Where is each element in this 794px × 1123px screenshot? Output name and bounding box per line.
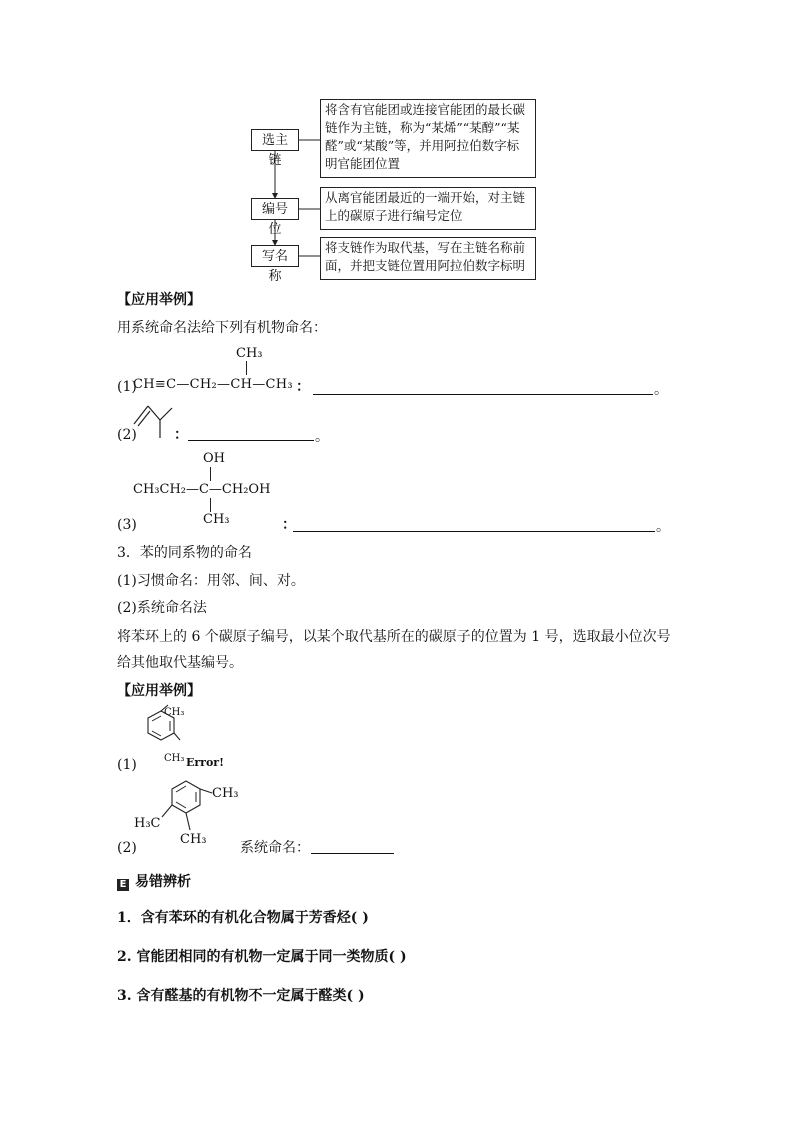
- example-1-number: (1): [117, 379, 137, 395]
- benzene-2-ch3-right: CH₃: [212, 786, 239, 801]
- example-3-number: (3): [117, 517, 137, 533]
- section-heading-example-2: 【应用举例】: [117, 683, 201, 699]
- example-1-colon: ：: [296, 379, 310, 395]
- benzene-1-number: (1): [117, 757, 137, 773]
- example-3-period: 。: [656, 519, 670, 535]
- flow-step-label: 编号位: [261, 202, 288, 237]
- benzene-1-ch3-bottom: CH₃: [164, 753, 185, 764]
- section-3-title: [117, 872, 191, 892]
- section-2-title: 3．苯的同系物的命名: [117, 545, 252, 561]
- benzene-2-ch3-bottom: CH₃: [180, 832, 207, 847]
- section-2-p3: 将苯环上的 6 个碳原子编号，以某个取代基所在的碳原子的位置为 1 号，选取最小位次号给其他取代基编号。: [117, 629, 671, 671]
- example-3-colon: ：: [282, 517, 296, 533]
- example-1-branch-bond: [246, 361, 247, 375]
- flow-desc-1: [320, 99, 536, 178]
- flow-step-label: 选主链: [261, 133, 288, 168]
- section-3-tag-icon: E: [117, 879, 129, 891]
- quiz-item-1: 1．含有苯环的有机化合物属于芳香烃( ): [117, 910, 369, 926]
- flow-desc-3: [320, 237, 536, 280]
- benzene-1-ch3-top: CH₃: [164, 707, 185, 718]
- example-3-main-chain: CH₃CH₂—C—CH₂OH: [133, 482, 271, 497]
- flow-desc-text: 从离官能团最近的一端开始，对主链上的碳原子进行编号定位: [325, 190, 526, 223]
- benzene-2-label: 系统命名：: [240, 840, 310, 856]
- example-3-answer-blank[interactable]: [293, 531, 655, 532]
- quiz-item-2: 2. 官能团相同的有机物一定属于同一类物质( ): [117, 949, 407, 965]
- benzene-2-answer-blank[interactable]: [311, 853, 394, 854]
- benzene-2-h3c-left: H₃C: [134, 816, 161, 831]
- section-2-p1: (1)习惯命名：用邻、间、对。: [117, 573, 305, 589]
- example-3-ch3-bottom: CH₃: [203, 512, 230, 527]
- example-2-answer-blank[interactable]: [188, 440, 314, 441]
- section-2-p2: (2)系统命名法: [117, 600, 207, 616]
- quiz-item-3: 3. 含有醛基的有机物不一定属于醛类( ): [117, 988, 365, 1004]
- flow-desc-text: 将含有官能团或连接官能团的最长碳链作为主链，称为“某烯”“某醇”“某醛”或“某酸”等，并用阿拉伯数字标明官能团位置: [325, 102, 526, 171]
- example-2-colon: ：: [174, 427, 188, 443]
- section-heading-example-1: 【应用举例】: [117, 292, 201, 308]
- example-2-period: 。: [315, 429, 329, 445]
- example-3-oh-top: OH: [203, 451, 225, 466]
- instruction-text: 用系统命名法给下列有机物命名：: [117, 320, 327, 336]
- section-3-title-text: 易错辨析: [135, 874, 191, 890]
- benzene-1-error-text: Error!: [186, 756, 224, 769]
- flow-desc-text: 将支链作为取代基，写在主链名称前面，并把支链位置用阿拉伯数字标明: [325, 240, 526, 273]
- example-2-number: (2): [117, 427, 137, 443]
- example-1-formula: CH≡C—CH₂—CH—CH₃: [133, 377, 293, 392]
- example-1-branch: CH₃: [236, 346, 263, 361]
- example-3-bond-bottom: [210, 498, 211, 512]
- flow-connectors: [240, 95, 330, 280]
- example-3-bond-top: [210, 467, 211, 481]
- benzene-2-number: (2): [117, 840, 137, 856]
- flow-desc-2: [320, 187, 536, 230]
- example-1-answer-blank[interactable]: [313, 394, 653, 395]
- flow-step-label: 写名称: [261, 249, 288, 284]
- example-2-skeletal-structure: [128, 402, 178, 442]
- example-1-period: 。: [654, 382, 668, 398]
